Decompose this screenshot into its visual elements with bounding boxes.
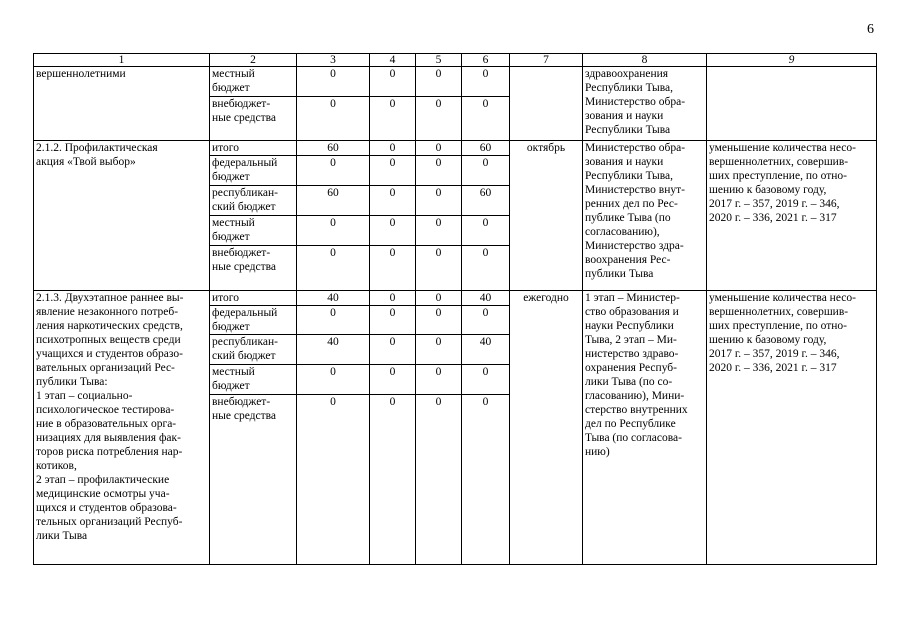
- term-cell: октябрь: [510, 141, 583, 291]
- value-cell: 40: [297, 335, 370, 365]
- funding-source: внебюджет- ные средства: [210, 395, 297, 565]
- result-cell: [707, 67, 877, 141]
- col-header: 5: [416, 54, 462, 67]
- responsible-cell: здравоохранения Республики Тыва, Министерство обра- зования и науки Республики Тыва: [583, 67, 707, 141]
- value-cell: 60: [462, 141, 510, 156]
- value-cell: 0: [416, 291, 462, 306]
- funding-source: федеральный бюджет: [210, 156, 297, 186]
- value-cell: 0: [416, 246, 462, 291]
- value-cell: 60: [462, 186, 510, 216]
- value-cell: 0: [370, 395, 416, 565]
- value-cell: 0: [370, 291, 416, 306]
- value-cell: 0: [297, 246, 370, 291]
- responsible-cell: 1 этап – Министер- ство образования и науки Республики Тыва, 2 этап – Ми- нистерство здраво- охранения Респуб- лики Тыва (по со- гласованию), Мини- стерство внутренних дел по Республике Тыва (по согласова- нию): [583, 291, 707, 565]
- table-row: [34, 141, 877, 156]
- value-cell: 0: [462, 246, 510, 291]
- value-cell: 0: [297, 67, 370, 97]
- value-cell: 0: [416, 365, 462, 395]
- col-header: 2: [210, 54, 297, 67]
- term-cell: ежегодно: [510, 291, 583, 565]
- result-cell: уменьшение количества несо- вершеннолетних, совершив- ших преступление, по отно- шению к базовому году, 2017 г. – 357, 2019 г. – 346, 2020 г. – 336, 2021 г. – 317: [707, 291, 877, 565]
- funding-source: федеральный бюджет: [210, 306, 297, 335]
- activity-cell: 2.1.3. Двухэтапное раннее вы- явление незаконного потреб- ления наркотических средств, психотропных веществ среди учащихся и студентов образо- вательных организаций Рес- публики Тыва: 1 этап – социально- психологическое тестирова- ние в образовательных орга- низациях для выявления фак- торов риска потребления нар- котиков, 2 этап – профилактические медицинские осмотры уча- щихся и студентов образова- тельных организаций Респуб- лики Тыва: [34, 291, 210, 565]
- funding-source: республикан- ский бюджет: [210, 335, 297, 365]
- header-row: [34, 54, 877, 67]
- page-number: 6: [867, 22, 874, 37]
- value-cell: 0: [462, 365, 510, 395]
- funding-source: итого: [210, 141, 297, 156]
- funding-source: итого: [210, 291, 297, 306]
- funding-source: местный бюджет: [210, 365, 297, 395]
- value-cell: 0: [370, 335, 416, 365]
- value-cell: 0: [462, 97, 510, 141]
- value-cell: 0: [297, 97, 370, 141]
- col-header: 4: [370, 54, 416, 67]
- value-cell: 0: [370, 216, 416, 246]
- funding-source: местный бюджет: [210, 67, 297, 97]
- funding-source: внебюджет- ные средства: [210, 97, 297, 141]
- value-cell: 0: [370, 365, 416, 395]
- responsible-cell: Министерство обра- зования и науки Республики Тыва, Министерство внут- ренних дел по Рес- публике Тыва (по согласованию), Министерство здра- воохранения Рес- публики Тыва: [583, 141, 707, 291]
- col-header: 7: [510, 54, 583, 67]
- value-cell: 0: [416, 216, 462, 246]
- col-header: 6: [462, 54, 510, 67]
- table-row: [34, 291, 877, 306]
- value-cell: 0: [297, 365, 370, 395]
- value-cell: 0: [370, 306, 416, 335]
- value-cell: 0: [416, 67, 462, 97]
- value-cell: 0: [370, 246, 416, 291]
- value-cell: 0: [416, 306, 462, 335]
- value-cell: 0: [416, 186, 462, 216]
- value-cell: 0: [370, 97, 416, 141]
- value-cell: 0: [370, 141, 416, 156]
- value-cell: 0: [297, 395, 370, 565]
- value-cell: 0: [370, 67, 416, 97]
- value-cell: 0: [462, 306, 510, 335]
- col-header: 1: [34, 54, 210, 67]
- value-cell: 0: [416, 97, 462, 141]
- value-cell: 60: [297, 186, 370, 216]
- value-cell: 0: [416, 335, 462, 365]
- col-header: 9: [707, 54, 877, 67]
- activity-cell: вершеннолетними: [34, 67, 210, 141]
- funding-source: местный бюджет: [210, 216, 297, 246]
- value-cell: 0: [462, 156, 510, 186]
- result-cell: уменьшение количества несо- вершеннолетних, совершив- ших преступление, по отно- шению к базовому году, 2017 г. – 357, 2019 г. – 346, 2020 г. – 336, 2021 г. – 317: [707, 141, 877, 291]
- term-cell: [510, 67, 583, 141]
- value-cell: 0: [297, 156, 370, 186]
- table-row: [34, 67, 877, 97]
- col-header: 8: [583, 54, 707, 67]
- value-cell: 0: [370, 156, 416, 186]
- value-cell: 0: [416, 156, 462, 186]
- program-table: [33, 53, 877, 565]
- value-cell: 0: [462, 216, 510, 246]
- value-cell: 0: [462, 67, 510, 97]
- value-cell: 40: [297, 291, 370, 306]
- value-cell: 40: [462, 291, 510, 306]
- value-cell: 0: [370, 186, 416, 216]
- funding-source: республикан- ский бюджет: [210, 186, 297, 216]
- col-header: 3: [297, 54, 370, 67]
- value-cell: 0: [416, 395, 462, 565]
- value-cell: 60: [297, 141, 370, 156]
- value-cell: 0: [462, 395, 510, 565]
- value-cell: 0: [297, 216, 370, 246]
- activity-cell: 2.1.2. Профилактическая акция «Твой выбор»: [34, 141, 210, 291]
- funding-source: внебюджет- ные средства: [210, 246, 297, 291]
- value-cell: 40: [462, 335, 510, 365]
- value-cell: 0: [416, 141, 462, 156]
- value-cell: 0: [297, 306, 370, 335]
